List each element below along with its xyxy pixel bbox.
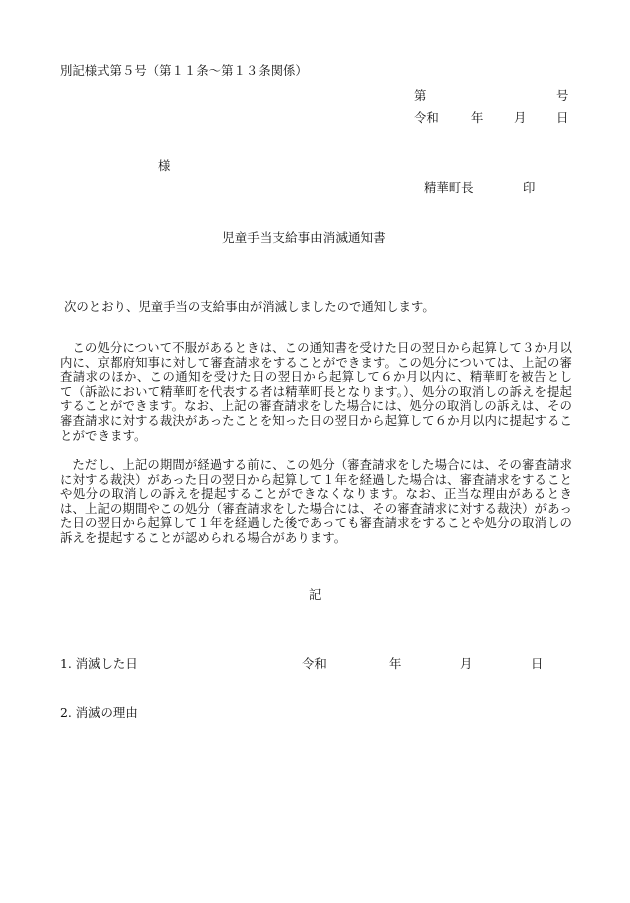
issue-date-month-unit: 月 (514, 110, 527, 125)
extinction-date-month-unit: 月 (460, 656, 473, 671)
document-number-suffix: 号 (556, 88, 569, 103)
extinction-date-day-unit: 日 (531, 656, 544, 671)
document-title: 児童手当支給事由消滅通知書 (222, 230, 386, 245)
issuer-title: 精華町長 (424, 180, 474, 195)
form-label: 別記様式第５号（第１１条～第１３条関係） (60, 63, 308, 78)
appeal-notice-paragraph-1: この処分について不服があるときは、この通知書を受けた日の翌日から起算して３か月以内に、京都府知事に対して審査請求をすることができます。この処分については、上記の審査請求のほか、この通知を受けた日の翌日から起算して６か月以内に、精華町を被告として（訴訟において精華町を代表する者は精華町長となります。）、処分の取消しの訴えを提起することができます。なお、上記の審査請求をした場合には、処分の取消しの訴えは、その審査請求に対する裁決があったことを知った日の翌日から起算して６か月以内に提起することができます。 (60, 340, 572, 443)
extinction-date-year-unit: 年 (389, 656, 402, 671)
extinction-reason-label: 2. 消滅の理由 (60, 705, 138, 720)
issue-date-era: 令和 (414, 110, 439, 125)
recipient-honorific: 様 (158, 158, 171, 173)
document-number-prefix: 第 (414, 88, 427, 103)
intro-text: 次のとおり、児童手当の支給事由が消滅しましたので通知します。 (64, 299, 435, 314)
ki-heading: 記 (309, 587, 322, 602)
extinction-date-era: 令和 (302, 656, 327, 671)
issuer-seal-mark: 印 (523, 180, 536, 195)
issue-date-day-unit: 日 (556, 110, 569, 125)
issue-date-year-unit: 年 (471, 110, 484, 125)
appeal-notice-paragraph-2: ただし、上記の期間が経過する前に、この処分（審査請求をした場合には、その審査請求に対する裁決）があった日の翌日から起算して１年を経過した場合は、審査請求をすることや処分の取消しの訴えを提起することができなくなります。なお、正当な理由があるときは、上記の期間やこの処分（審査請求をした場合には、その審査請求に対する裁決）があった日の翌日から起算して１年を経過した後であっても審査請求をすることや処分の取消しの訴えを提起することが認められる場合があります。 (60, 457, 573, 545)
extinction-date-label: 1. 消滅した日 (60, 656, 138, 671)
